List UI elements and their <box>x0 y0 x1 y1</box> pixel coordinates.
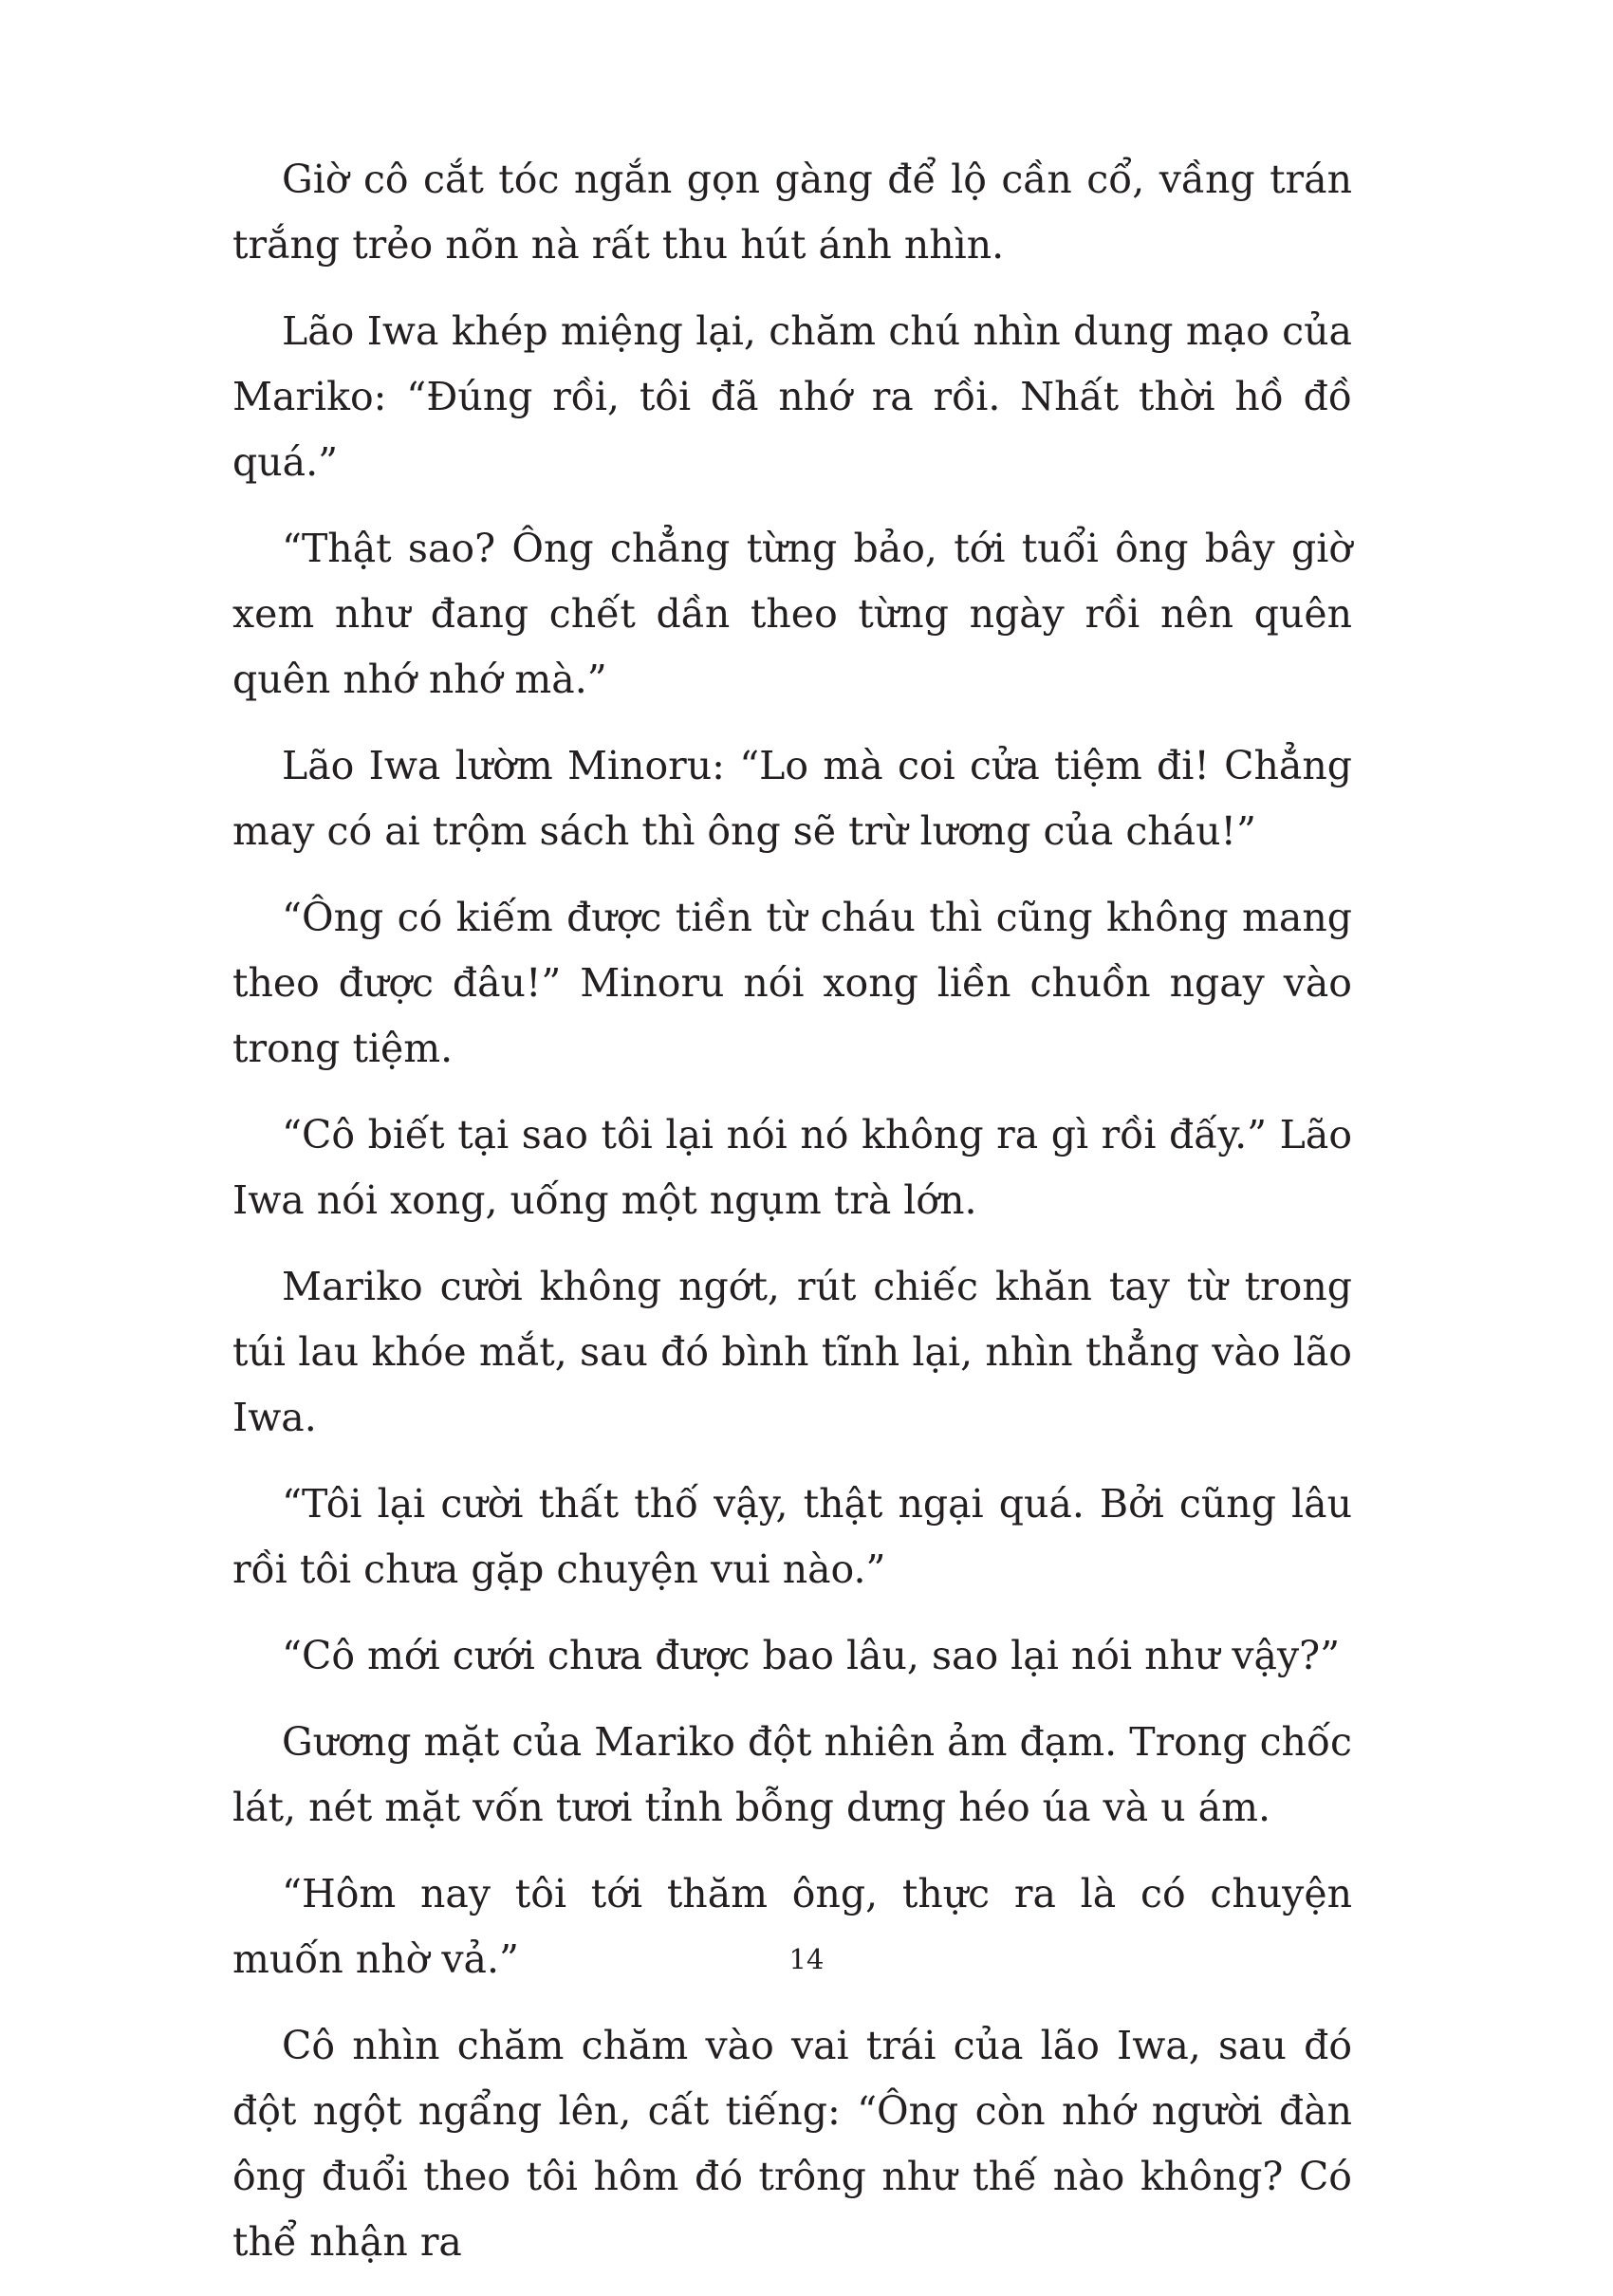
paragraph-4: Lão Iwa lườm Minoru: “Lo mà coi cửa tiệm đi! Chẳng may có ai trộm sách thì ông sẽ trừ lương của cháu!” <box>232 743 1352 854</box>
paragraph-8: “Tôi lại cười thất thố vậy, thật ngại quá. Bởi cũng lâu rồi tôi chưa gặp chuyện vui nào.” <box>232 1481 1352 1592</box>
paragraph-3: “Thật sao? Ông chẳng từng bảo, tới tuổi ông bây giờ xem như đang chết dần theo từng ngày rồi nên quên quên nhớ nhớ mà.” <box>232 526 1352 702</box>
page-number: 14 <box>788 1943 825 1975</box>
paragraph-11: “Hôm nay tôi tới thăm ông, thực ra là có chuyện muốn nhờ vả.” <box>232 1871 1352 1982</box>
paragraph-6: “Cô biết tại sao tôi lại nói nó không ra gì rồi đấy.” Lão Iwa nói xong, uống một ngụm trà lớn. <box>232 1112 1352 1223</box>
paragraph-1: Giờ cô cắt tóc ngắn gọn gàng để lộ cần cổ, vầng trán trắng trẻo nõn nà rất thu hút ánh nhìn. <box>232 157 1352 268</box>
paragraph-9: “Cô mới cưới chưa được bao lâu, sao lại nói như vậy?” <box>282 1633 1341 1678</box>
paragraph-5: “Ông có kiếm được tiền từ cháu thì cũng không mang theo được đâu!” Minoru nói xong liền chuồn ngay vào trong tiệm. <box>232 895 1352 1071</box>
paragraph-12: Cô nhìn chăm chăm vào vai trái của lão Iwa, sau đó đột ngột ngẩng lên, cất tiếng: “Ông còn nhớ người đàn ông đuổi theo tôi hôm đó trông như thế nào không? Có thể nhận ra <box>232 2023 1352 2265</box>
paragraph-2: Lão Iwa khép miệng lại, chăm chú nhìn dung mạo của Mariko: “Đúng rồi, tôi đã nhớ ra rồi. Nhất thời hồ đồ quá.” <box>232 308 1352 485</box>
paragraph-7: Mariko cười không ngớt, rút chiếc khăn tay từ trong túi lau khóe mắt, sau đó bình tĩnh lại, nhìn thẳng vào lão Iwa. <box>232 1264 1352 1440</box>
paragraph-10: Gương mặt của Mariko đột nhiên ảm đạm. Trong chốc lát, nét mặt vốn tươi tỉnh bỗng dưng héo úa và u ám. <box>232 1719 1352 1830</box>
